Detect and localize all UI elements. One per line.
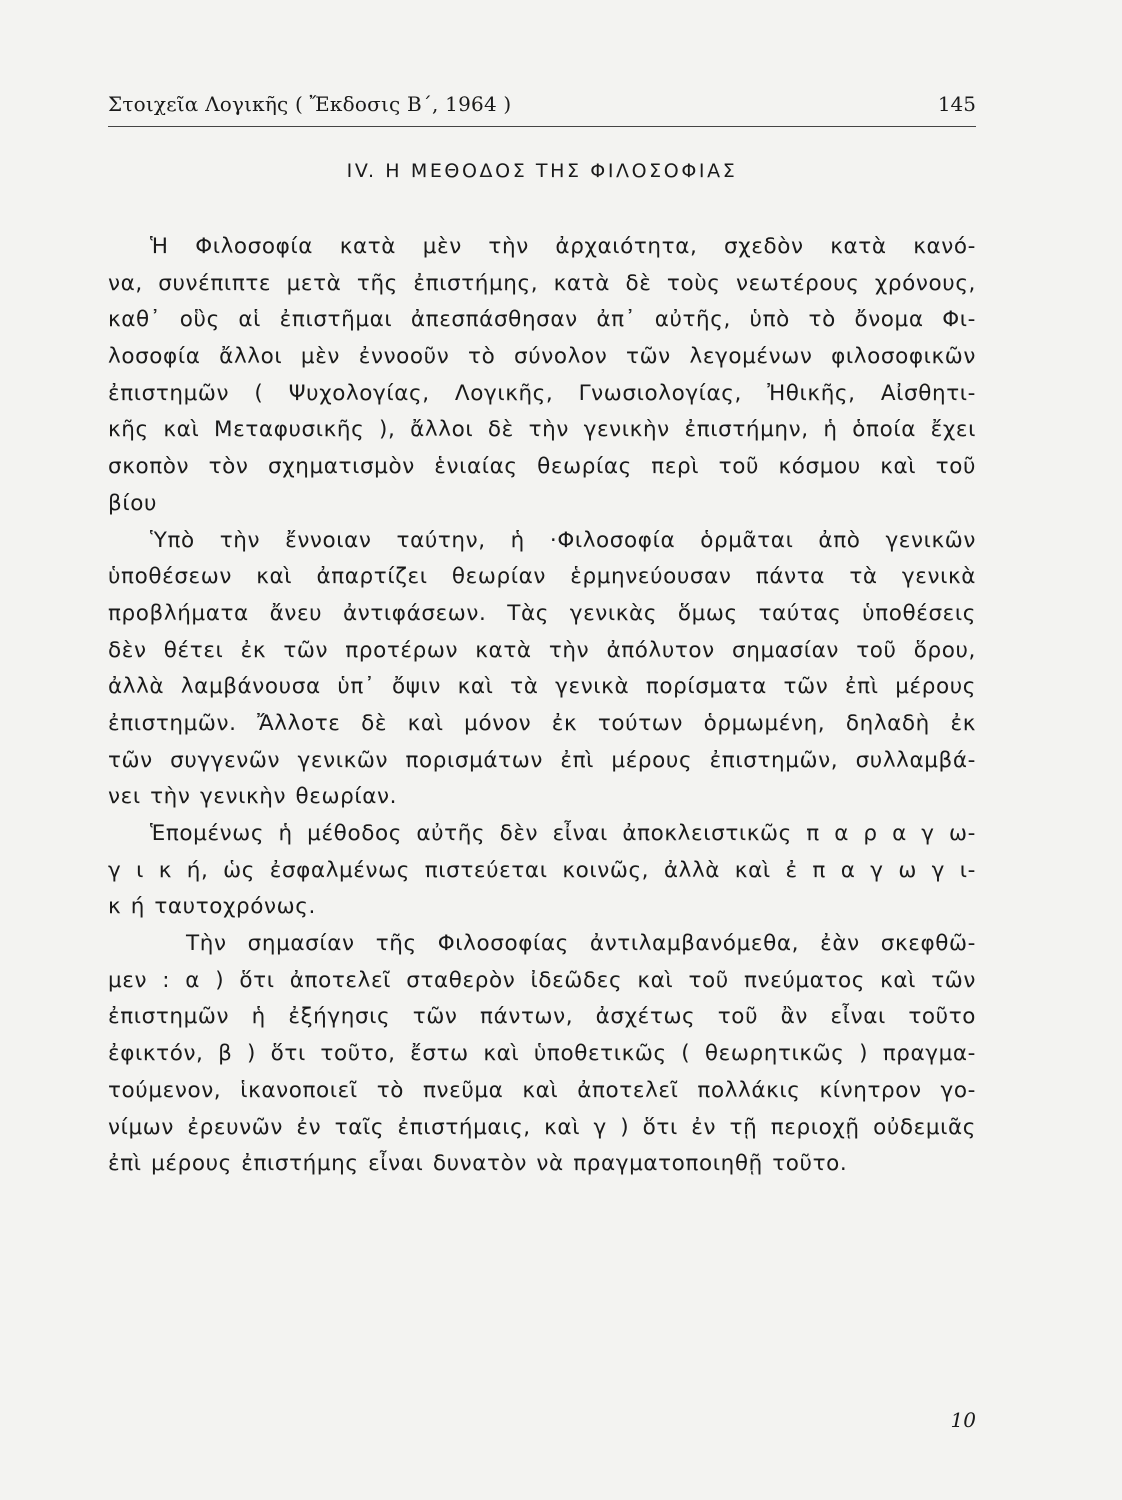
text-line: τῶν συγγενῶν γενικῶν πορισμάτων ἐπὶ μέρους ἐπιστημῶν, συλλαμβά- [108, 747, 976, 773]
text-line: ἐφικτόν, β ) ὅτι τοῦτο, ἔστω καὶ ὑποθετικῶς ( θεωρητικῶς ) πραγμα- [108, 1041, 976, 1067]
text-line: μεν : α ) ὅτι ἀποτελεῖ σταθερὸν ἰδεῶδες καὶ τοῦ πνεύματος καὶ τῶν [108, 967, 976, 993]
text-line: βίου [108, 490, 157, 516]
text-line: νίμων ἐρευνῶν ἐν ταῖς ἐπιστήμαις, καὶ γ ) ὅτι ἐν τῇ περιοχῇ οὐδεμιᾶς [108, 1114, 976, 1140]
text-line: ἐπιστημῶν ( Ψυχολογίας, Λογικῆς, Γνωσιολογίας, Ἠθικῆς, Αἰσθητι- [108, 380, 976, 406]
text-line: Τὴν σημασίαν τῆς Φιλοσοφίας ἀντιλαμβανόμεθα, ἐὰν σκεφθῶ- [186, 931, 976, 957]
chapter-heading: IV. Η ΜΕΘΟΔΟΣ ΤΗΣ ΦΙΛΟΣΟΦΙΑΣ [346, 160, 738, 182]
text-line: κ ή ταυτοχρόνως. [108, 894, 316, 920]
running-head-rule [108, 126, 976, 127]
text-line: γ ι κ ή, ὡς ἐσφαλμένως πιστεύεται κοινῶς, ἀλλὰ καὶ ἐ π α γ ω γ ι- [108, 857, 976, 883]
text-line: Ὑπὸ τὴν ἔννοιαν ταύτην, ἡ ·Φιλοσοφία ὁρμᾶται ἀπὸ γενικῶν [150, 527, 976, 553]
text-line: προβλήματα ἄνευ ἀντιφάσεων. Τὰς γενικὰς ὅμως ταύτας ὑποθέσεις [108, 600, 976, 626]
text-line: καθ᾽ οὓς αἱ ἐπιστῆμαι ἀπεσπάσθησαν ἀπ᾽ αὐτῆς, ὑπὸ τὸ ὄνομα Φι- [108, 307, 976, 333]
text-line: νει τὴν γενικὴν θεωρίαν. [108, 784, 398, 810]
folio-number: 10 [950, 1408, 976, 1432]
text-line: να, συνέπιπτε μετὰ τῆς ἐπιστήμης, κατὰ δὲ τοὺς νεωτέρους χρόνους, [108, 270, 976, 296]
text-line: σκοπὸν τὸν σχηματισμὸν ἑνιαίας θεωρίας περὶ τοῦ κόσμου καὶ τοῦ [108, 454, 976, 480]
running-head-page-number: 145 [937, 92, 976, 116]
text-line: ὑποθέσεων καὶ ἀπαρτίζει θεωρίαν ἑρμηνεύουσαν πάντα τὰ γενικὰ [108, 564, 976, 590]
text-line: ἐπιστημῶν ἡ ἐξήγησις τῶν πάντων, ἀσχέτως τοῦ ἂν εἶναι τοῦτο [108, 1004, 976, 1030]
text-line: κῆς καὶ Μεταφυσικῆς ), ἄλλοι δὲ τὴν γενικὴν ἐπιστήμην, ἡ ὁποία ἔχει [108, 417, 976, 443]
text-line: τούμενον, ἱκανοποιεῖ τὸ πνεῦμα καὶ ἀποτελεῖ πολλάκις κίνητρον γο- [108, 1077, 976, 1103]
paragraph [108, 816, 976, 926]
paragraph [108, 926, 976, 1183]
running-head-title: Στοιχεῖα Λογικῆς ( Ἔκδοσις Β΄, 1964 ) [108, 92, 512, 116]
text-line: ἀλλὰ λαμβάνουσα ὑπ᾽ ὄψιν καὶ τὰ γενικὰ πορίσματα τῶν ἐπὶ μέρους [108, 674, 976, 700]
text-line: δὲν θέτει ἐκ τῶν προτέρων κατὰ τὴν ἀπόλυτον σημασίαν τοῦ ὅρου, [108, 637, 976, 663]
text-line: Ἑπομένως ἡ μέθοδος αὐτῆς δὲν εἶναι ἀποκλειστικῶς π α ρ α γ ω- [150, 821, 976, 846]
text-line: Ἡ Φιλοσοφία κατὰ μὲν τὴν ἀρχαιότητα, σχεδὸν κατὰ κανό- [150, 234, 976, 259]
body-text [108, 229, 976, 1183]
text-line: ἐπιστημῶν. Ἄλλοτε δὲ καὶ μόνον ἐκ τούτων ὁρμωμένη, δηλαδὴ ἐκ [108, 710, 976, 736]
paragraph [108, 229, 976, 523]
text-line: ἐπὶ μέρους ἐπιστήμης εἶναι δυνατὸν νὰ πραγματοποιηθῇ τοῦτο. [108, 1151, 848, 1177]
running-head [108, 92, 976, 122]
paragraph [108, 523, 976, 817]
text-line: λοσοφία ἄλλοι μὲν ἐννοοῦν τὸ σύνολον τῶν λεγομένων φιλοσοφικῶν [108, 344, 976, 370]
